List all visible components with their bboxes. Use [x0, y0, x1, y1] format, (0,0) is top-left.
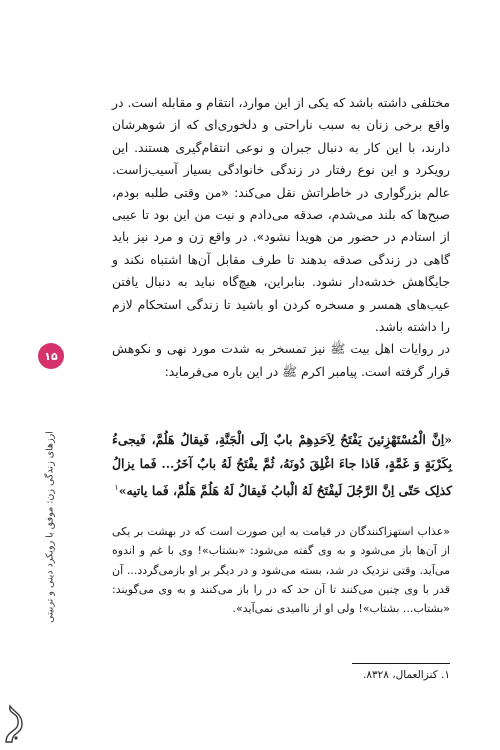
footnote: ۱. کنزالعمال، ۸۳۲۸. — [363, 669, 450, 681]
hadith-translation: «عذاب استهزاکنندگان در قیامت به این صورت است که در بهشت بر یکی از آن‌ها باز می‌شود و به وی گفته می‌شود: «بشتاب»! وی با غم و اندوه می‌آید. وقتی نزدیک در شد، بسته می‌شود و در دیگر بر او بازمی‌گردد... آن قدر با وی چنین می‌کنند تا آن حد که در را باز می‌کنند و به وی می‌گویند: «بشتاب... بشتاب»! ولی او از ناامیدی نمی‌آید». — [112, 525, 450, 616]
hadith-translation-block — [112, 522, 450, 618]
publisher-logo-icon — [2, 702, 26, 746]
hadith-arabic-block — [112, 428, 452, 503]
body-paragraph: در روایات اهل بیت ﷺ نیز تمسخر به شدت مورد نهی و نکوهش قرار گرفته است. پیامبر اکرم ﷺ در این باره می‌فرماید: — [112, 341, 450, 379]
footnote-divider — [352, 663, 450, 664]
main-text — [112, 92, 450, 383]
running-title-text: ارزهای زندگی زن: موفق با رویکرد دینی و تربیتی — [44, 431, 56, 623]
footnote-marker: ۱ — [114, 483, 119, 492]
page-number-badge: ۱۵ — [38, 343, 64, 369]
hadith-arabic-text: «اِنَّ الْمُسْتَهْزِئینَ یَفْتَحُ لِاَحَدِهِمْ بابٌ اِلَی الْجَنَّةِ، فَیقالُ هَلُمَّ، فَیجیءُ بِکَرْبَةٍ وَ غَمَّةٍ، فَاذا جاءَ اغْلِقَ دُونَهُ، ثُمَّ یفْتَحُ لَهُ بابٌ آخَرُ... فَما یزالُ کذلِک حَتّی اِنَّ الرَّجُلَ لَیفْتَحُ لَهُ الْبابُ فَیقالُ لَهُ هَلُمَّ هَلُمَّ، فَما یاتیه» — [112, 432, 452, 499]
body-paragraph: مختلفی داشته باشد که یکی از این موارد، انتقام و مقابله است. در واقع برخی زنان به سبب ناراحتی و دلخوری‌ای که از شوهرشان دارند، با این کار به دنبال جبران و نوعی انتقام‌گیری هستند. این رویکرد و این نوع رفتار در زندگی خانوادگی بسیار آسیب‌زاست. عالم بزرگواری در خاطراتش نقل می‌کند: «من وقتی طلبه بودم، صبح‌ها که بلند می‌شدم، صدقه می‌دادم و نیت من این بود تا عیبی از استادم در حضور من هویدا نشود». در واقع زن و مرد نیز باید گاهی در زندگی صدقه بدهند تا طرف مقابل آن‌ها اشتباه نکند و جایگاهش خدشه‌دار نشود. بنابراین، هیچ‌گاه نباید به دنبال یافتن عیب‌های همسر و مسخره کردن او باشید تا زندگی استحکام لازم را داشته باشد. — [112, 95, 450, 335]
